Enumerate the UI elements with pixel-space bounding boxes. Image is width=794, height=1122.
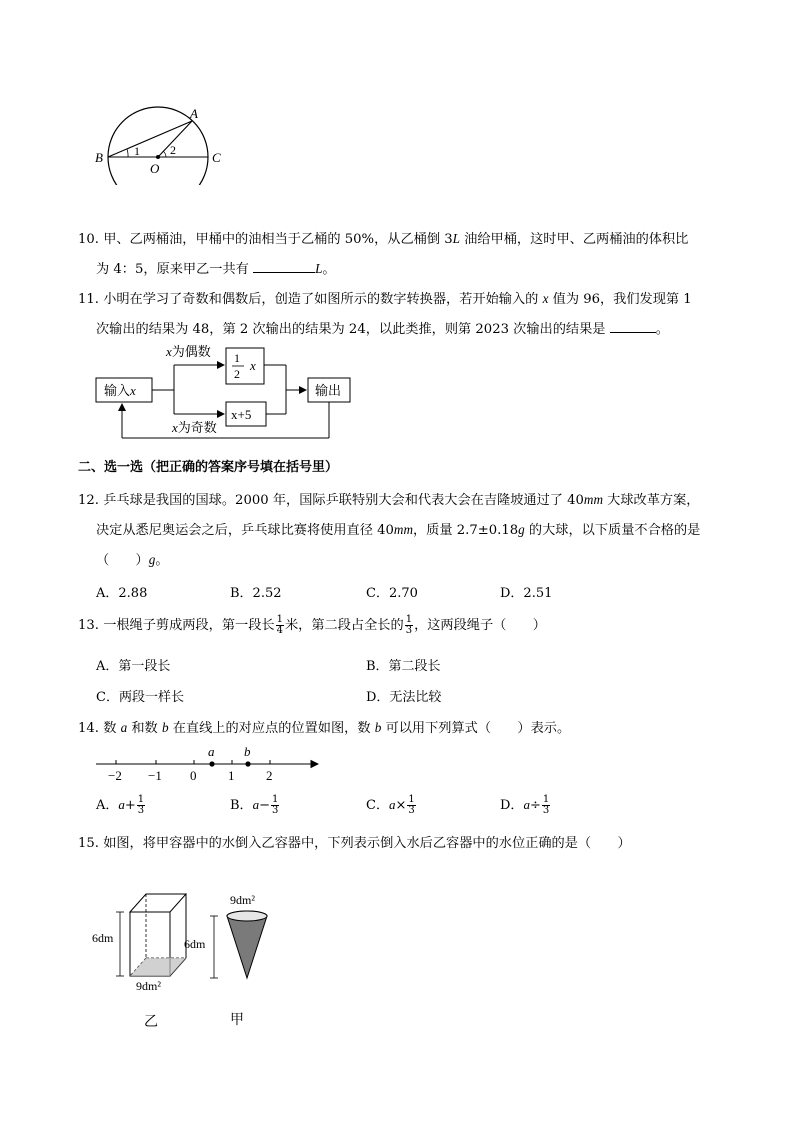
q13-option-d[interactable]: D．无法比较 <box>366 690 442 705</box>
q11-number: 11. <box>78 292 99 307</box>
q12-option-a[interactable]: A．2.88 <box>96 586 148 601</box>
q11-answer-blank[interactable] <box>610 320 656 333</box>
label-b: B <box>95 150 103 165</box>
q13-fraction-2: $\frac{1}{3}$ <box>405 614 413 636</box>
q12-option-b[interactable]: B．2.52 <box>230 586 282 601</box>
tick-label-neg2: −2 <box>108 768 122 783</box>
label-a: A <box>190 106 198 121</box>
q13-number: 13. <box>78 618 99 633</box>
q14-option-a[interactable]: A．a+ $\frac{1}{3}$ <box>96 794 145 816</box>
half-numerator: 1 <box>234 351 240 365</box>
q12-line3: （ ）g。 <box>96 552 169 568</box>
circle-figure <box>90 100 240 185</box>
section-2-title: 二、选一选（把正确的答案序号填在括号里） <box>78 460 339 475</box>
q12-answer-bracket[interactable]: （ ） <box>96 553 149 568</box>
q12-number: 12. <box>78 493 99 508</box>
q11-line1: 11. 小明在学习了奇数和偶数后，创造了如图所示的数字转换器，若开始输入的 x 值为 96，我们发现第 1 <box>78 291 692 307</box>
q12-option-c[interactable]: C．2.70 <box>366 586 418 601</box>
container-yi-label: 乙 <box>144 1015 158 1030</box>
point-b-marker <box>245 761 250 766</box>
input-var: x <box>130 383 136 398</box>
prism-height-label: 6dm <box>92 931 114 945</box>
point-a-label: a <box>208 744 215 759</box>
number-line <box>92 742 324 784</box>
prism-base-label: 9dm² <box>136 979 161 993</box>
label-c: C <box>212 150 221 165</box>
q14-stem: 14. 数 a 和数 b 在直线上的对应点的位置如图，数 b 可以用下列算式（ ）表示。 <box>78 720 571 736</box>
q15-stem: 15. 如图，将甲容器中的水倒入乙容器中，下列表示倒入水后乙容器中的水位正确的是（ ） <box>78 836 631 851</box>
angle-2-label: 2 <box>170 143 176 157</box>
cone-height-label: 6dm <box>184 937 206 951</box>
svg-text:x为奇数 <box>171 420 217 435</box>
q14-option-d[interactable]: D．a÷ $\frac{1}{3}$ <box>500 794 550 816</box>
odd-var: x <box>172 420 178 435</box>
q10-line1: 10. 甲、乙两桶油，甲桶中的油相当于乙桶的 50%，从乙桶倒 3L 油给甲桶，这时甲、乙两桶油的体积比 <box>78 231 689 247</box>
q12-line2: 决定从悉尼奥运会之后，乒乓球比赛将使用直径 40mm，质量 2.7±0.18g 的大球，以下质量不合格的是 <box>96 522 701 538</box>
tick-label-1: 1 <box>228 768 235 783</box>
container-jia-label: 甲 <box>230 1013 244 1028</box>
q13-fraction-1: $\frac{1}{4}$ <box>276 614 283 636</box>
q10-answer-blank[interactable] <box>253 260 315 273</box>
cone-base-label: 9dm² <box>230 893 255 907</box>
even-condition-label: 为偶数 <box>171 344 211 359</box>
containers-figure <box>90 880 290 1035</box>
q14-option-b[interactable]: B．a− $\frac{1}{3}$ <box>230 794 279 816</box>
tick-label-2: 2 <box>266 768 273 783</box>
even-var: x <box>166 344 172 359</box>
q11-line2: 次输出的结果为 48，第 2 次输出的结果为 24，以此类推，则第 2023 次输出的结果是 。 <box>96 322 669 337</box>
odd-condition-label: 为奇数 <box>177 420 217 435</box>
plus-five-expr: x+5 <box>231 407 252 422</box>
q13-option-b[interactable]: B．第二段长 <box>366 659 441 674</box>
output-label: 输出 <box>315 383 342 398</box>
half-box <box>226 348 264 384</box>
point-a-marker <box>209 761 214 766</box>
q15-number: 15. <box>78 836 99 851</box>
angle-1-label: 1 <box>134 144 140 158</box>
input-label: 输入 <box>104 383 131 398</box>
number-converter-diagram <box>90 340 360 445</box>
q14-option-c[interactable]: C．a× $\frac{1}{3}$ <box>366 794 415 816</box>
label-o: O <box>150 161 160 176</box>
q12-line1: 12. 乒乓球是我国的国球。2000 年，国际乒联特别大会和代表大会在吉隆坡通过了 40mm 大球改革方案， <box>78 492 700 508</box>
q10-number: 10. <box>78 232 99 247</box>
q13-option-a[interactable]: A．第一段长 <box>96 659 171 674</box>
point-b-label: b <box>244 744 251 759</box>
q14-number: 14. <box>78 721 99 736</box>
tick-label-neg1: −1 <box>148 768 162 783</box>
svg-text:输入x <box>104 383 136 398</box>
q13-option-c[interactable]: C．两段一样长 <box>96 690 184 705</box>
half-var: x <box>250 358 256 373</box>
half-denominator: 2 <box>234 367 240 381</box>
q13-stem: 13. 一根绳子剪成两段，第一段长 $\frac{1}{4}$ 米，第二段占全长的 $\frac{1}{3}$ ，这两段绳子（ ） <box>78 614 546 636</box>
q10-line2: 为 4：5，原来甲乙一共有 L。 <box>96 261 336 277</box>
tick-label-0: 0 <box>190 768 197 783</box>
q12-option-d[interactable]: D．2.51 <box>500 586 553 601</box>
svg-text:x为偶数 <box>165 344 211 359</box>
